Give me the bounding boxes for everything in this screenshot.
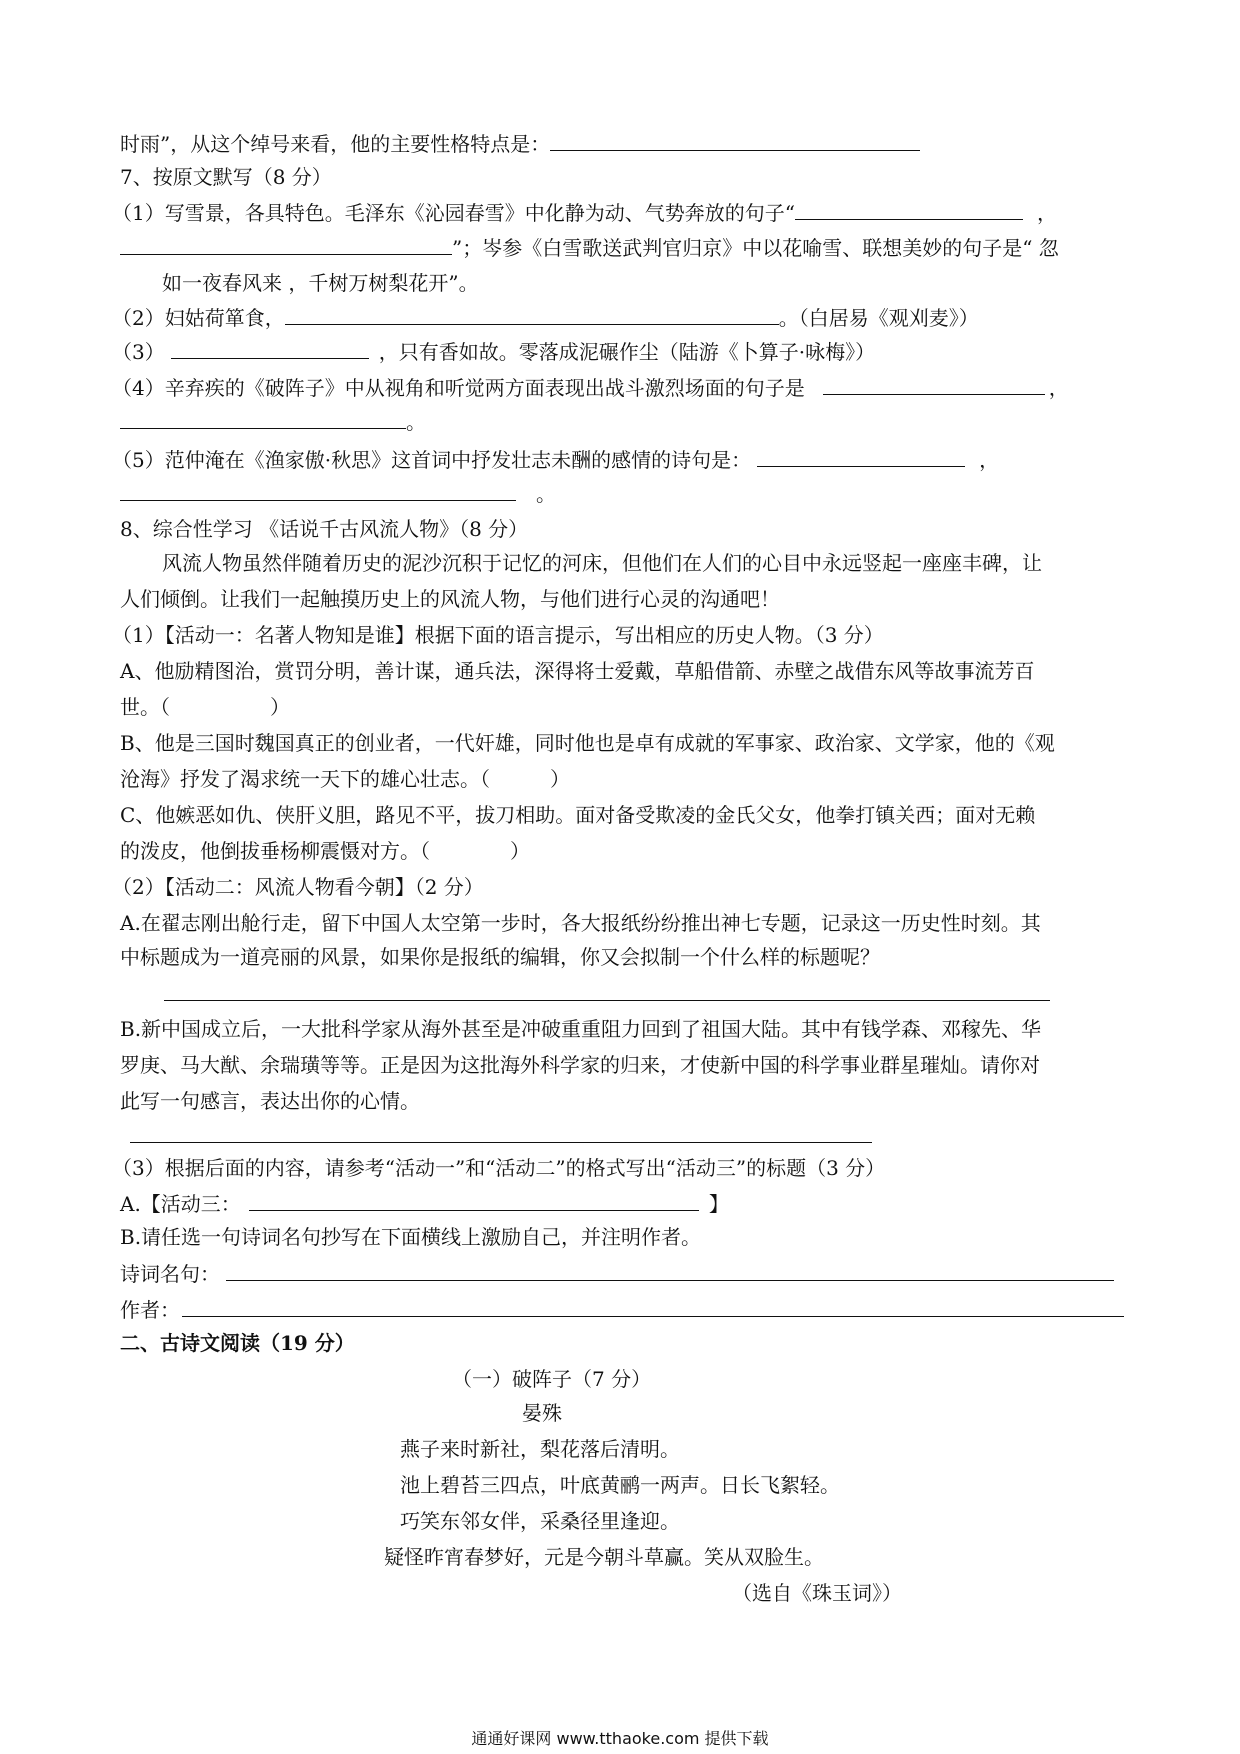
poem-subtitle: （一）破阵子（7 分） (452, 1367, 652, 1391)
q7-item1-blank1[interactable] (795, 197, 1023, 220)
q7-item1-blank2[interactable] (120, 232, 452, 255)
q7-item1-line1 (112, 197, 1057, 228)
q7-item5-blank2[interactable] (120, 478, 516, 501)
q7-item2-line (112, 302, 979, 333)
q8-act3a-blank[interactable] (249, 1188, 699, 1211)
q7-item4-line (112, 372, 1069, 403)
q7-item1-comma: ， (1036, 201, 1057, 225)
q8-a-line2[interactable]: 世。（ ） (120, 695, 290, 719)
q7-item1-text: （1）写雪景，各具特色。毛泽东《沁园春雪》中化静为动、气势奔放的句子“ (112, 201, 795, 225)
q8-act2b-line1: B.新中国成立后，一大批科学家从海外甚至是冲破重重阻力回到了祖国大陆。其中有钱学森、邓稼先、华 (120, 1017, 1042, 1041)
page-footer: 通通好课网 www.tthaoke.com 提供下载 (471, 1729, 769, 1748)
q8-act2a-answer-line[interactable] (164, 1000, 1050, 1001)
q8-act2a-line1: A.在翟志刚出舱行走，留下中国人太空第一步时，各大报纸纷纷推出神七专题，记录这一历史性时刻。其 (120, 911, 1041, 935)
q7-item3-blank[interactable] (171, 336, 369, 359)
q8-a-line1: A、他励精图治，赏罚分明，善计谋，通兵法，深得将士爱戴，草船借箭、赤壁之战借东风等故事流芳百 (120, 659, 1035, 683)
poem-line-2: 池上碧苔三四点，叶底黄鹂一两声。日长飞絮轻。 (400, 1473, 840, 1497)
q8-act2b-line3: 此写一句感言，表达出你的心情。 (120, 1089, 420, 1113)
q8-b-line1: B、他是三国时魏国真正的创业者，一代奸雄，同时他也是卓有成就的军事家、政治家、文学家，他的《观 (120, 731, 1055, 755)
section2-title: 二、古诗文阅读（19 分） (120, 1331, 355, 1355)
q7-item5-period: 。 (536, 482, 556, 506)
q8-author-blank[interactable] (182, 1294, 1124, 1317)
q8-c-line2[interactable]: 的泼皮，他倒拔垂杨柳震慑对方。（ ） (120, 839, 530, 863)
q8-author-line (120, 1294, 1124, 1325)
poem-line-1: 燕子来时新社，梨花落后清明。 (400, 1437, 680, 1461)
q6-tail-text: 时雨”，从这个绰号来看，他的主要性格特点是： (120, 132, 551, 156)
q7-item5-blank1[interactable] (757, 444, 965, 467)
q8-poem-blank[interactable] (226, 1258, 1114, 1281)
q7-item4-blank1[interactable] (823, 372, 1045, 395)
q8-author-label: 作者： (120, 1298, 180, 1322)
q7-item5-comma: ， (979, 448, 1000, 472)
q6-tail-line (120, 128, 920, 159)
poem-line-4: 疑怪昨宵春梦好，元是今朝斗草赢。笑从双脸生。 (384, 1545, 824, 1569)
q7-item4-comma: ， (1048, 376, 1069, 400)
q8-activity1-title: （1）【活动一：名著人物知是谁】根据下面的语言提示，写出相应的历史人物。（3 分） (112, 623, 884, 647)
q8-poem-label: 诗词名句： (120, 1262, 220, 1286)
q7-title: 7、按原文默写（8 分） (120, 165, 332, 189)
poem-author: 晏殊 (522, 1401, 562, 1425)
q8-intro-line1: 风流人物虽然伴随着历史的泥沙沉积于记忆的河床，但他们在人们的心目中永远竖起一座座丰碑，让 (162, 551, 1042, 575)
q7-item2-source: 。（白居易《观刈麦》） (778, 306, 979, 330)
poem-source: （选自《珠玉词》） (732, 1581, 902, 1605)
q8-activity3-title: （3）根据后面的内容，请参考“活动一”和“活动二”的格式写出“活动三”的标题（3 分） (112, 1156, 886, 1180)
q7-item5-text: （5）范仲淹在《渔家傲·秋思》这首词中抒发壮志未酬的感情的诗句是： (112, 448, 752, 472)
q7-item4-line2 (120, 406, 426, 437)
q7-item4-text: （4）辛弃疾的《破阵子》中从视角和听觉两方面表现出战斗激烈场面的句子是 (112, 376, 805, 400)
q8-act2a-line2: 中标题成为一道亮丽的风景，如果你是报纸的编辑，你又会拟制一个什么样的标题呢？ (120, 945, 880, 969)
q8-intro-line2: 人们倾倒。让我们一起触摸历史上的风流人物，与他们进行心灵的沟通吧！ (120, 587, 780, 611)
q7-item3-line (112, 336, 875, 367)
q7-item2-blank[interactable] (285, 302, 779, 325)
q8-act2b-answer-line[interactable] (130, 1142, 872, 1143)
q7-item3-text: （3） (112, 340, 165, 364)
q7-item4-period: 。 (406, 410, 426, 434)
q7-item5-line2 (120, 478, 556, 509)
poem-line-3: 巧笑东邻女伴，采桑径里逢迎。 (400, 1509, 680, 1533)
q7-item5-line (112, 444, 999, 475)
q8-poem-line (120, 1258, 1114, 1289)
q7-item1-text2: ”；岑参《白雪歌送武判官归京》中以花喻雪、联想美妙的句子是“ 忽 (452, 236, 1059, 260)
q8-act3a-text: A.【活动三： (120, 1192, 241, 1216)
q7-item4-blank2[interactable] (120, 406, 406, 429)
q8-act3a-line (120, 1188, 729, 1219)
q8-b-line2[interactable]: 沧海》抒发了渴求统一天下的雄心壮志。（ ） (120, 767, 570, 791)
q8-activity2-title: （2）【活动二：风流人物看今朝】（2 分） (112, 875, 484, 899)
q8-act3b-line: B.请任选一句诗词名句抄写在下面横线上激励自己，并注明作者。 (120, 1225, 702, 1249)
q7-item3-source: ，只有香如故。零落成泥碾作尘（陆游《卜算子·咏梅》） (378, 340, 876, 364)
q8-title: 8、综合性学习 《话说千古风流人物》（8 分） (120, 517, 529, 541)
q8-act2b-line2: 罗庚、马大猷、余瑞璜等等。正是因为这批海外科学家的归来，才使新中国的科学事业群星璀灿。请你对 (120, 1053, 1040, 1077)
q7-item1-line2 (120, 232, 1059, 263)
q8-c-line1: C、他嫉恶如仇、侠肝义胆，路见不平，拔刀相助。面对备受欺凌的金氏父女，他拳打镇关西；面对无赖 (120, 803, 1036, 827)
q8-act3a-bracket: 】 (708, 1192, 729, 1216)
q7-item2-text: （2）妇姑荷箪食， (112, 306, 285, 330)
q7-item1-line3: 如一夜春风来 ，千树万树梨花开”。 (162, 271, 479, 295)
q6-answer-blank[interactable] (550, 128, 920, 151)
